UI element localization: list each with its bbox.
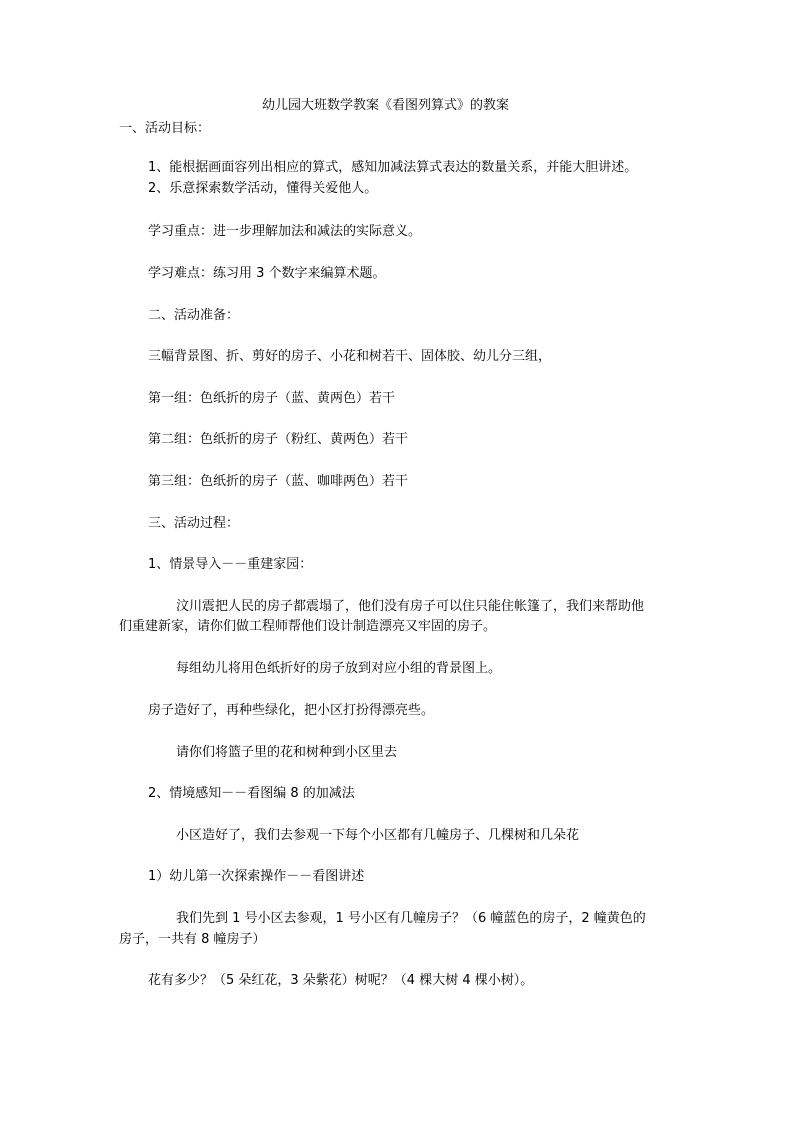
goal-item-1: 1、能根据画面容列出相应的算式，感知加减法算式表达的数量关系，并能大胆讲述。 (148, 160, 638, 175)
difficulty-text: 学习难点：练习用 3 个数字来编算术题。 (148, 266, 386, 281)
step-2-sub-1-heading: 1）幼儿第一次探索操作－－看图讲述 (148, 869, 365, 884)
section-heading-process: 三、活动过程： (148, 516, 240, 531)
key-point-text: 学习重点：进一步理解加法和减法的实际意义。 (148, 224, 422, 239)
step-2-sub-1-paragraph-line-2: 房子，一共有 8 幢房子） (119, 932, 266, 947)
section-heading-preparation: 二、活动准备： (148, 308, 240, 323)
goal-item-2: 2、乐意探索数学活动，懂得关爱他人。 (148, 181, 378, 196)
section-heading-goals: 一、活动目标： (119, 121, 211, 136)
materials-text: 三幅背景图、折、剪好的房子、小花和树若干、固体胶、幼儿分三组， (148, 349, 552, 364)
step-1-paragraph-3: 房子造好了，再种些绿化，把小区打扮得漂亮些。 (148, 703, 435, 718)
step-2-sub-1-paragraph-line-1: 我们先到 1 号小区去参观，1 号小区有几幢房子？（6 幢蓝色的房子，2 幢黄色的 (176, 911, 646, 926)
step-2-heading: 2、情境感知－－看图编 8 的加减法 (148, 786, 355, 801)
step-1-heading: 1、情景导入－－重建家园： (148, 557, 313, 572)
step-1-paragraph-2: 每组幼儿将用色纸折好的房子放到对应小组的背景图上。 (176, 661, 502, 676)
group-1-text: 第一组：色纸折的房子（蓝、黄两色）若干 (148, 391, 396, 406)
group-2-text: 第二组：色纸折的房子（粉红、黄两色）若干 (148, 432, 409, 447)
document-title: 幼儿园大班数学教案《看图列算式》的教案 (262, 98, 510, 113)
group-3-text: 第三组：色纸折的房子（蓝、咖啡两色）若干 (148, 474, 409, 489)
step-1-paragraph-4: 请你们将篮子里的花和树种到小区里去 (176, 745, 398, 760)
step-2-sub-1-paragraph-2: 花有多少？（5 朵红花，3 朵紫花）树呢？（4 棵大树 4 棵小树）。 (148, 973, 534, 988)
step-1-paragraph-line-1: 汶川震把人民的房子都震塌了，他们没有房子可以住只能住帐篷了，我们来帮助他 (176, 599, 645, 614)
step-2-paragraph-1: 小区造好了，我们去参观一下每个小区都有几幢房子、几棵树和几朵花 (176, 828, 580, 843)
step-1-paragraph-line-2: 们重建新家，请你们做工程师帮他们设计制造漂亮又牢固的房子。 (119, 619, 497, 634)
